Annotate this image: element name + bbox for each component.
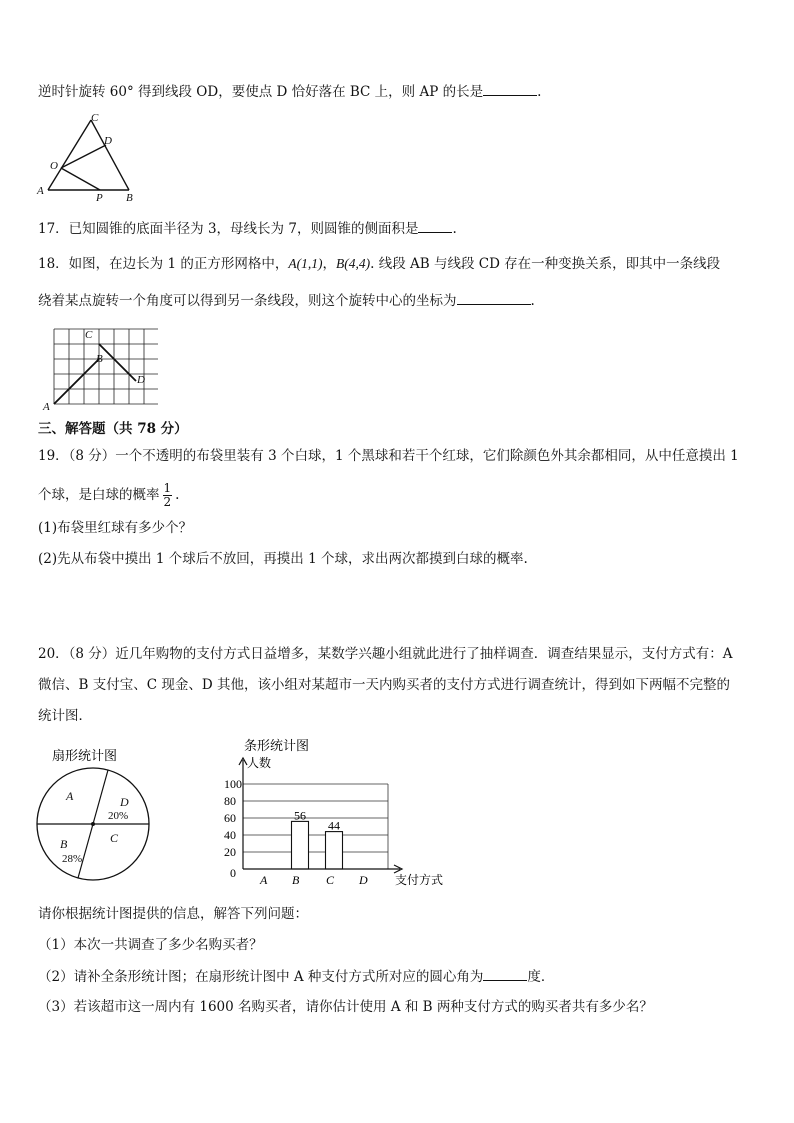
pie-slice-D: D (120, 795, 129, 809)
pie-slice-B-percent: 28% (62, 853, 83, 865)
q17-answer-blank[interactable] (418, 218, 452, 233)
q20-line-1: 20．（8 分）近几年购物的支付方式日益增多，某数学兴趣小组就此进行了抽样调查．调查结果显示，支付方式有：A (38, 646, 733, 662)
q18-point-B: B(4,4) (335, 256, 371, 271)
bar-chart (210, 732, 460, 892)
fraction-numerator: 1 (163, 481, 172, 495)
grid-figure-18 (38, 320, 158, 412)
q19-line-2 (38, 480, 179, 510)
q19-part-1: (1)布袋里红球有多少个？ (38, 520, 193, 536)
x-tick-label: B (292, 873, 300, 887)
pie-slice-B: B (60, 837, 68, 851)
q20-sub-2-text: （2）请补全条形统计图；在扇形统计图中 A 种支付方式所对应的圆心角为 (38, 969, 484, 985)
fraction-denominator: 2 (163, 495, 172, 509)
q18-line-2 (38, 290, 535, 311)
fig16-label-O: O (50, 160, 58, 172)
q17-end: . (452, 221, 457, 237)
bar-value-label: 44 (328, 818, 340, 833)
pie-slice-C: C (110, 831, 119, 845)
y-tick-label: 0 (230, 866, 236, 880)
pie-center (91, 822, 95, 826)
fig18-label-A: A (43, 401, 50, 412)
q19-text-2: 个球，是白球的概率 (38, 487, 160, 503)
q18-point-A: A(1,1) (288, 256, 323, 271)
q20-sub-2-end: 度． (527, 969, 555, 985)
segment-CD (99, 344, 136, 381)
bar-C (326, 832, 343, 869)
segment-AB (54, 359, 99, 404)
q16-answer-blank[interactable] (483, 81, 537, 96)
bar-chart-xlabel: 支付方式 (395, 873, 444, 887)
q20-sub-3: （3）若该超市这一周内有 1600 名购买者，请你估计使用 A 和 B 两种支付方式的购买者共有多少名？ (38, 999, 653, 1015)
q20-sub-2 (38, 966, 554, 987)
pie-chart (34, 742, 164, 892)
q20-sub-1: （1）本次一共调查了多少名购买者？ (38, 937, 263, 953)
y-tick-label: 40 (224, 828, 236, 842)
q18-intro: 18．如图，在边长为 1 的正方形网格中， (38, 256, 289, 272)
q17-text: 17．已知圆锥的底面半径为 3，母线长为 7，则圆锥的侧面积是 (38, 221, 419, 237)
y-tick-label: 100 (224, 777, 242, 791)
fig18-label-C: C (85, 329, 93, 341)
section-3-heading: 三、解答题（共 78 分） (38, 421, 188, 437)
pie-slice-D-percent: 20% (108, 810, 129, 822)
q18-separator: ， (322, 256, 336, 272)
triangle-figure-16 (34, 110, 144, 206)
q16-line (38, 81, 541, 102)
q19-text-2-end: . (175, 487, 180, 503)
fig16-label-A: A (37, 185, 44, 197)
bar-chart-ylabel: 人数 (247, 756, 272, 770)
q16-text: 逆时针旋转 60° 得到线段 OD，要使点 D 恰好落在 BC 上，则 AP 的长是 (38, 84, 484, 100)
y-tick-label: 20 (224, 845, 236, 859)
q19-line-1: 19．（8 分）一个不透明的布袋里装有 3 个白球，1 个黑球和若干个红球，它们除颜色外其余都相同，从中任意摸出 1 (38, 448, 739, 464)
q18-text-2: 绕着某点旋转一个角度可以得到另一条线段，则这个旋转中心的坐标为 (38, 293, 457, 309)
bar-value-label: 56 (294, 808, 306, 823)
fig16-label-C: C (91, 112, 99, 124)
fig16-label-B: B (126, 192, 133, 204)
q17-line (38, 218, 457, 239)
q20-angle-blank[interactable] (483, 966, 527, 981)
fig18-label-B: B (96, 353, 103, 365)
x-tick-label: D (359, 873, 368, 887)
q18-answer-blank[interactable] (457, 290, 531, 305)
fig16-label-P: P (96, 192, 103, 204)
q18-continuation: . 线段 AB 与线段 CD 存在一种变换关系，即其中一条线段 (370, 256, 721, 272)
q20-line-2: 微信、B 支付宝、C 现金、D 其他，该小组对某超市一天内购买者的支付方式进行调查统计，得到如下两幅不完整的 (38, 677, 730, 693)
pie-divider-AD (93, 770, 108, 824)
pie-chart-title: 扇形统计图 (52, 749, 118, 764)
x-tick-label: A (260, 873, 268, 887)
y-tick-label: 60 (224, 811, 236, 825)
y-tick-label: 80 (224, 794, 236, 808)
q19-part-2: (2)先从布袋中摸出 1 个球后不放回，再摸出 1 个球，求出两次都摸到白球的概率. (38, 551, 528, 567)
q18-end: . (530, 293, 535, 309)
q18-line-1 (38, 254, 720, 274)
bar-B (292, 821, 309, 869)
fig16-label-D: D (104, 135, 112, 147)
pie-divider-BC (78, 824, 93, 878)
probability-fraction (163, 482, 173, 509)
bar-chart-title: 条形统计图 (244, 739, 310, 754)
q20-ask: 请你根据统计图提供的信息，解答下列问题： (38, 906, 308, 922)
pie-slice-A: A (66, 789, 74, 803)
q16-end: . (537, 84, 542, 100)
x-tick-label: C (326, 873, 335, 887)
q20-line-3: 统计图． (38, 708, 92, 724)
fig18-label-D: D (137, 374, 145, 386)
